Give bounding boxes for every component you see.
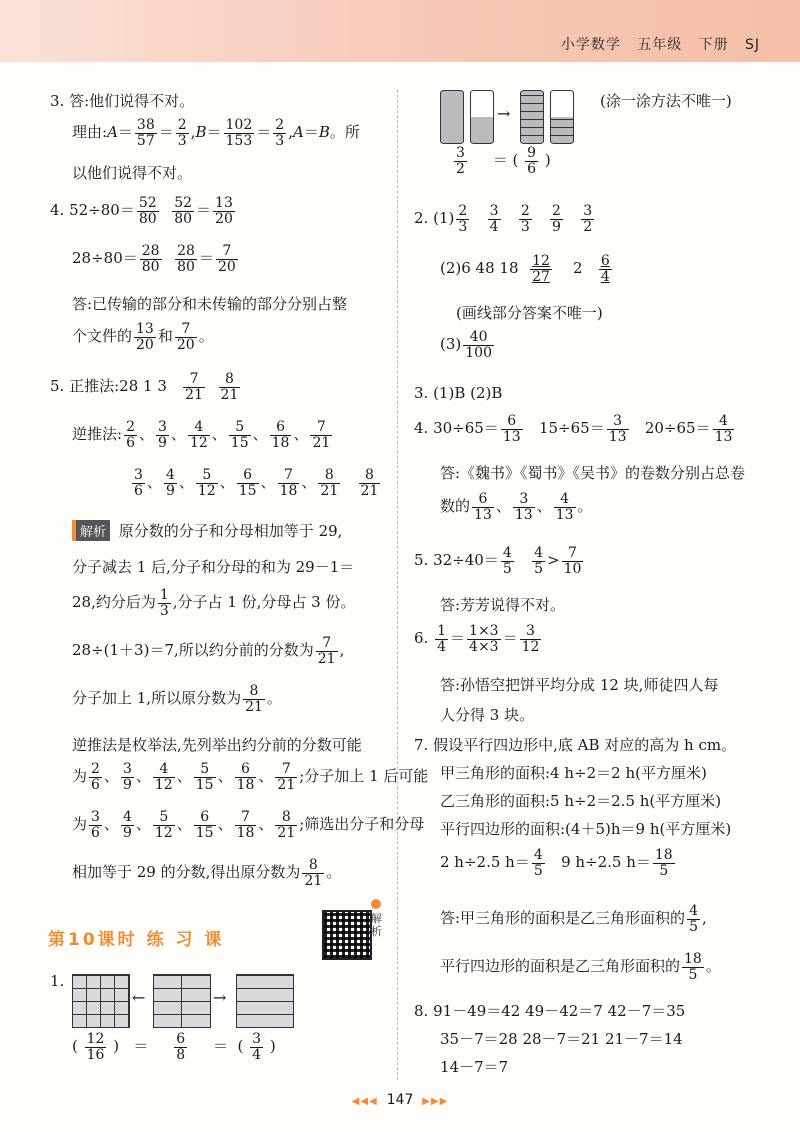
- q7-line2: 甲三角形的面积:4 h÷2＝2 h(平方厘米): [440, 764, 707, 782]
- analysis-line5: 分子加上 1,所以原分数为 $\frac{8}{21}$ 。: [72, 683, 282, 715]
- qr-code[interactable]: [322, 910, 372, 960]
- lesson-title: 第10课时 练 习 课: [48, 930, 225, 950]
- q6-right: 6. $\frac{1}{4}$ ＝ $\frac{1\times 3}{4\times 3}$ ＝ $\frac{3}{12}$: [414, 623, 540, 655]
- text: 答:甲三角形的面积是乙三角形面积的: [440, 909, 686, 928]
- analysis-line4: 28÷(1＋3)＝7,所以约分前的分数为 $\frac{7}{21}$ ,: [72, 635, 345, 667]
- q7-line1: [414, 734, 736, 755]
- q4-line1: 4. 52÷80＝ $\frac{52}{80}$ $\frac{52}{80}$ ＝ $\frac{13}{20}$: [50, 195, 233, 227]
- grid-8: [153, 974, 211, 1028]
- text: 假设平行四边形中,底 AB 对应的高为 h cm。: [433, 736, 737, 754]
- text: 正推法:28 1 3: [69, 377, 167, 396]
- text: 4.: [414, 419, 429, 438]
- text: 2: [572, 259, 583, 278]
- grid-4: [236, 974, 294, 1028]
- q5-backward1: 逆推法: $\frac{2}{6}$ 、 $\frac{3}{9}$ 、 $\frac{4}{12}$ 、 $\frac{5}{15}$ 、 $\frac{6}{18}$ 、 $\frac{7}{21}$: [72, 419, 331, 451]
- text: 所: [344, 123, 360, 142]
- q7-line5: 2 h÷2.5 h＝ $\frac{4}{5}$ 9 h÷2.5 h＝ $\frac{18}{5}$: [440, 847, 673, 879]
- grade-label: 五年级: [637, 37, 683, 53]
- column-divider: [397, 90, 398, 1080]
- q7-line7: 平行四边形的面积是乙三角形面积的 $\frac{18}{5}$ 。: [440, 951, 721, 983]
- analysis-tag: 解析: [72, 520, 110, 541]
- subject-label: 小学数学: [560, 37, 621, 53]
- analysis-line8: 为 $\frac{3}{6}$ 、 $\frac{4}{9}$ 、 $\frac{5}{12}$ 、 $\frac{6}{15}$ 、 $\frac{7}{18}$ 、 $\frac{8}{21}$ ;筛选出分子和分母: [72, 809, 425, 841]
- q3-reason: 理由:A＝ $\frac{38}{57}$ ＝ $\frac{2}{3}$ ,B＝ $\frac{102}{153}$ ＝ $\frac{2}{3}$ ,A＝B。所: [72, 117, 360, 149]
- text: 91－49＝42 49－42＝7 42－7＝35: [433, 1002, 686, 1020]
- q4-answer1: 答:已传输的部分和未传输的部分分别占整: [72, 295, 348, 313]
- text: ;筛选出分子和分母: [299, 815, 425, 834]
- text: 相加等于 29 的分数,得出原分数为: [72, 863, 301, 882]
- page-number: [0, 1092, 800, 1108]
- q3-right: 3. (1)B (2)B: [414, 384, 503, 402]
- arrow-right-icon: →: [497, 104, 511, 123]
- q6-answer1: 答:孙悟空把饼平均分成 12 块,师徒四人每: [440, 676, 719, 694]
- edition-label: SJ: [744, 37, 760, 53]
- q6-answer2: 人分得 3 块。: [440, 706, 535, 724]
- text: 2.: [414, 209, 429, 228]
- q4-right-answer2: 数的 $\frac{6}{13}$ 、 $\frac{3}{13}$ 、 $\frac{4}{13}$ 。: [440, 491, 593, 523]
- cylinder-icon: [550, 90, 574, 144]
- q1-label: 1.: [50, 972, 65, 990]
- analysis-line7: 为 $\frac{2}{6}$ 、 $\frac{3}{9}$ 、 $\frac{4}{12}$ 、 $\frac{5}{15}$ 、 $\frac{6}{18}$ 、 $\frac{7}{21}$ ;分子加上 1 后可能: [72, 761, 429, 793]
- q4-right: 4. 30÷65＝ $\frac{6}{13}$ 15÷65＝ $\frac{3}{13}$ 20÷65＝ $\frac{4}{13}$: [414, 413, 733, 445]
- q7-line3: 乙三角形的面积:5 h÷2＝2.5 h(平方厘米): [440, 792, 722, 810]
- q3-conclusion: 以他们说得不对。: [72, 164, 193, 182]
- analysis-line1: [72, 520, 342, 541]
- q5-right-answer: 答:芳芳说得不对。: [440, 596, 566, 614]
- text: 。: [326, 863, 342, 882]
- text: 。: [577, 497, 593, 516]
- cylinder-icon: [520, 90, 544, 144]
- text: 原分数的分子和分母相加等于 29,: [118, 522, 343, 540]
- q7-line6: 答:甲三角形的面积是乙三角形面积的 $\frac{4}{5}$ ,: [440, 903, 707, 935]
- q7-line4: 平行四边形的面积:(4＋5)h＝9 h(平方厘米): [440, 820, 732, 838]
- text: 个文件的: [72, 327, 133, 346]
- text: 8.: [414, 1002, 429, 1020]
- text: 为: [72, 815, 88, 834]
- text: 5.: [414, 551, 429, 570]
- text: 逆推法:: [72, 425, 123, 444]
- q2-part3: (3) $\frac{40}{100}$: [440, 329, 492, 361]
- q8-line3: 14－7＝7: [440, 1058, 509, 1076]
- q5-right: 5. 32÷40＝ $\frac{4}{5}$ $\frac{4}{5}$ > $\frac{7}{10}$: [414, 545, 582, 577]
- text: 5.: [50, 377, 65, 396]
- text: 数的: [440, 497, 471, 516]
- text: 28÷(1＋3)＝7,所以约分前的分数为: [72, 641, 314, 660]
- q8-line1: [414, 1000, 685, 1021]
- text: (1): [433, 209, 455, 228]
- paint-note: (涂一涂方法不唯一): [600, 92, 732, 110]
- grid-16: [72, 974, 130, 1028]
- text: 平行四边形的面积是乙三角形面积的: [440, 957, 681, 976]
- play-icon: [371, 899, 381, 909]
- cylinder-icon: [440, 90, 464, 144]
- text: (2)6 48 18: [440, 259, 519, 278]
- q4-answer2: 个文件的 $\frac{13}{20}$ 和 $\frac{7}{20}$ 。: [72, 321, 214, 353]
- q2-part2: (2)6 48 18 $\frac{12}{27}$ 2 $\frac{6}{4}$: [440, 253, 610, 285]
- next-arrows-icon: ▶▶▶: [422, 1096, 449, 1107]
- cylinder-fractions: $\frac{3}{2}$ ＝ ( $\frac{9}{6}$ ): [456, 145, 551, 177]
- text: 2 h÷2.5 h＝: [440, 853, 530, 872]
- cylinder-icon: [470, 90, 494, 144]
- text: ,分子占 1 份,分母占 3 份。: [172, 593, 356, 612]
- term-label: 下册: [698, 37, 729, 53]
- text: 和: [157, 327, 173, 346]
- header-title: [561, 34, 760, 54]
- q2-part1: 2. (1) $\frac{2}{3}$ $\frac{3}{4}$ $\frac{2}{3}$ $\frac{2}{9}$ $\frac{3}{2}$: [414, 203, 593, 235]
- q2-note: (画线部分答案不唯一): [456, 304, 603, 322]
- analysis-line6: 逆推法是枚举法,先列举出约分前的分数可能: [72, 736, 362, 754]
- text: 。: [705, 957, 721, 976]
- q4-line2: 28÷80＝ $\frac{28}{80}$ $\frac{28}{80}$ ＝ $\frac{7}{20}$: [72, 243, 236, 275]
- text: 。: [198, 327, 214, 346]
- text: (3): [440, 335, 462, 354]
- q4-right-answer1: 答:《魏书》《蜀书》《吴书》的卷数分别占总卷: [440, 464, 746, 482]
- q8-line2: 35－7＝28 28－7＝21 21－7＝14: [440, 1030, 683, 1048]
- page-number-text: 147: [386, 1092, 414, 1108]
- q5-forward: 5. 正推法:28 1 3 $\frac{7}{21}$ $\frac{8}{21}$: [50, 371, 239, 403]
- text: 9 h÷2.5 h＝: [561, 853, 651, 872]
- text: 6.: [414, 629, 429, 648]
- text: 4.: [50, 201, 65, 220]
- arrow-left-icon: ←: [132, 988, 146, 1007]
- arrow-right-icon: →: [213, 988, 227, 1007]
- q5-backward2: $\frac{3}{6}$ 、 $\frac{4}{9}$ 、 $\frac{5}{12}$ 、 $\frac{6}{15}$ 、 $\frac{7}{18}$ 、 $\frac{8}{21}$ $\frac{8}{21}$: [134, 467, 379, 499]
- prev-arrows-icon: ◀◀◀: [351, 1096, 378, 1107]
- q3-answer: 3. 答:他们说得不对。: [50, 92, 195, 110]
- text: ,: [701, 909, 707, 928]
- qr-label: 解析: [371, 912, 382, 939]
- analysis-line3: 28,约分后为 $\frac{1}{3}$ ,分子占 1 份,分母占 3 份。: [72, 587, 356, 619]
- text: 分子加上 1,所以原分数为: [72, 689, 242, 708]
- analysis-line2: 分子减去 1 后,分子和分母的和为 29－1＝: [72, 558, 355, 576]
- text: 28,约分后为: [72, 593, 156, 612]
- q1-fractions: ( $\frac{12}{16}$ ) ＝ $\frac{6}{8}$ ＝ ( $\frac{3}{4}$ ): [72, 1031, 276, 1063]
- analysis-line9: 相加等于 29 的分数,得出原分数为 $\frac{8}{21}$ 。: [72, 857, 342, 889]
- text: 为: [72, 767, 88, 786]
- page-header: [0, 0, 800, 62]
- text: 理由:: [72, 123, 108, 142]
- text: ;分子加上 1 后可能: [299, 767, 429, 786]
- text: 。: [266, 689, 282, 708]
- text: 7.: [414, 736, 429, 754]
